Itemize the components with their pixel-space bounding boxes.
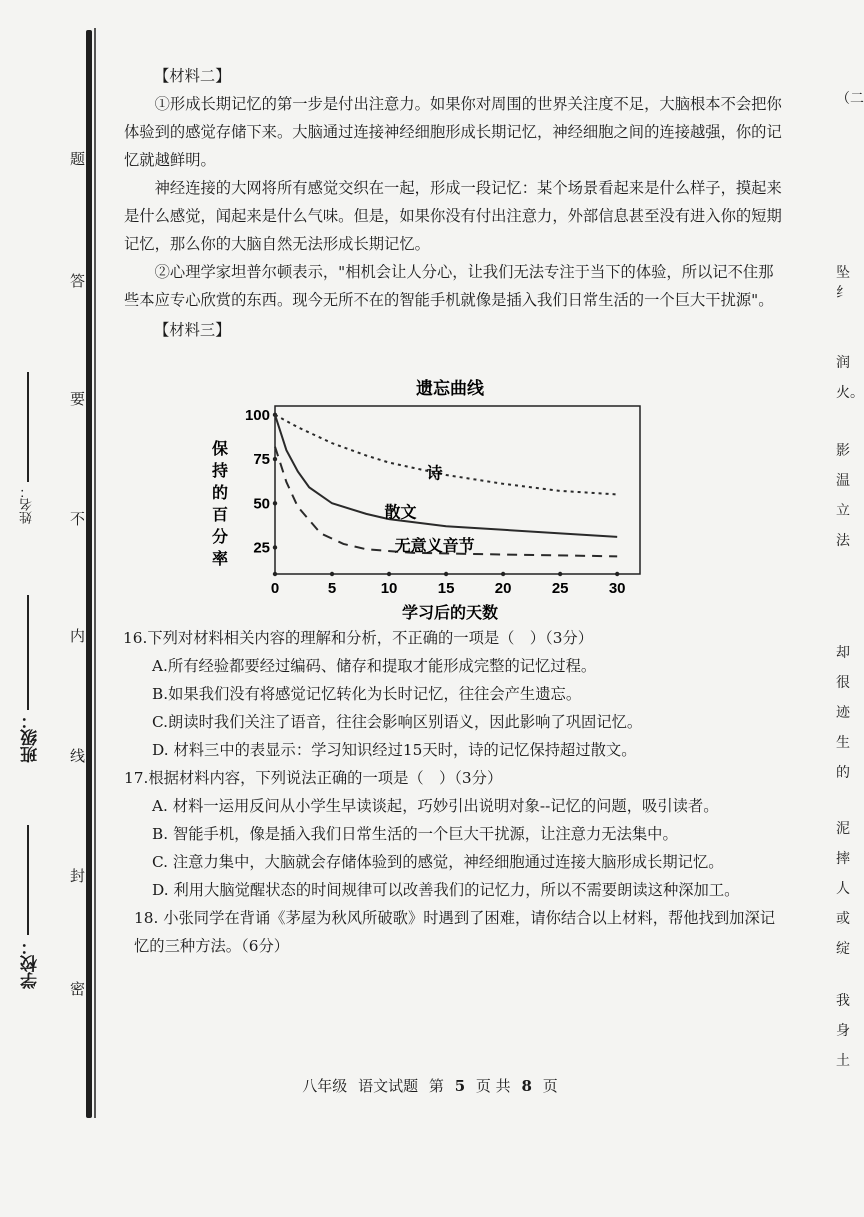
y-tick-label: 25 [253,539,270,557]
adjacent-page-fragment: 立 [836,503,850,519]
y-tick-label: 100 [244,406,270,424]
school-field-line [27,825,29,935]
x-tick-label: 25 [551,580,569,597]
x-tick-dot [444,572,448,576]
footer-grade: 八年级 [302,1077,348,1095]
seal-char: 题 [70,150,86,168]
class-field-line [27,595,29,710]
series-label: 散文 [384,504,417,522]
chart-title: 遗忘曲线 [416,379,484,398]
material2-paragraph: ②心理学家坦普尔顿表示，"相机会让人分心，让我们无法专注于当下的体验，所以记不住那些本应专心欣赏的东西。现今无所不在的智能手机就像是插入我们日常生活的一个巨大干扰源"。 [124,263,774,309]
question-17-stem: 17.根据材料内容，下列说法正确的一项是（ ）（3分） [124,769,503,787]
x-tick-label: 10 [380,580,398,597]
name-field-label: 姓名： [20,485,35,524]
y-tick-dot [273,501,277,505]
exam-content [124,62,784,344]
x-tick-label: 30 [608,580,626,597]
adjacent-page-fragment: 我 [836,993,850,1009]
class-field-label: 班级： [21,712,41,763]
adjacent-page-fragment: 迹 [836,705,850,721]
seal-char: 不 [70,510,86,528]
questions [124,624,784,960]
question-option: D. 材料三中的表显示：学习知识经过15天时，诗的记忆保持超过散文。 [152,741,637,759]
adjacent-page-fragment: 影 [836,443,850,459]
question-option: B. 智能手机，像是插入我们日常生活的一个巨大干扰源，让注意力无法集中。 [152,825,678,843]
y-tick-dot [273,457,277,461]
adjacent-page-fragment: 润 [836,355,850,371]
adjacent-page-fragment: 生 [836,735,850,751]
seal-char: 线 [70,747,86,765]
seal-char: 内 [70,627,86,645]
adjacent-page-fragment: （二 [836,91,864,107]
adjacent-page-fragment: 坠纟 [836,265,850,301]
page-footer [0,1075,860,1096]
seal-char: 要 [70,390,86,408]
seal-char: 封 [70,867,86,885]
series-line [275,415,617,495]
footer-page-mid: 页 共 [475,1077,511,1095]
seal-char: 答 [70,272,86,290]
footer-total: 8 [521,1077,532,1095]
x-tick-label: 15 [437,580,455,597]
question-option: A. 材料一运用反问从小学生早读谈起，巧妙引出说明对象--记忆的问题，吸引读者。 [152,797,719,815]
material2-paragraph: 神经连接的大网将所有感觉交织在一起，形成一段记忆：某个场景看起来是什么样子，摸起来是什么感觉，闻起来是什么气味。但是，如果你没有付出注意力，外部信息甚至没有进入你的短期记忆，那么你的大脑自然无法形成长期记忆。 [124,179,782,253]
x-tick-dot [501,572,505,576]
x-tick-dot [558,572,562,576]
binding-line [86,30,92,1118]
adjacent-page-fragment: 很 [836,675,850,691]
question-option: C.朗读时我们关注了语音，往往会影响区别语义，因此影响了巩固记忆。 [152,713,643,731]
x-tick-label: 0 [270,580,280,597]
x-tick-dot [387,572,391,576]
question-18-stem: 18. 小张同学在背诵《茅屋为秋风所破歌》时遇到了困难，请你结合以上材料，帮他找到加深记忆的三种方法。（6分） [134,909,776,955]
question-option: A.所有经验都要经过编码、储存和提取才能形成完整的记忆过程。 [152,657,597,675]
x-tick-dot [273,572,277,576]
forgetting-curve-chart [200,372,660,624]
material2-paragraph: ①形成长期记忆的第一步是付出注意力。如果你对周围的世界关注度不足，大脑根本不会把你体验到的感觉存储下来。大脑通过连接神经细胞形成长期记忆，神经细胞之间的连接越强，你的记忆就越鲜明。 [124,95,782,169]
adjacent-page-fragment: 法 [836,533,850,549]
footer-page: 5 [454,1077,466,1095]
adjacent-page-fragment: 人 [836,881,850,897]
x-tick-label: 5 [327,580,337,597]
x-tick-label: 20 [494,580,512,597]
footer-page-prefix: 第 [428,1077,444,1095]
adjacent-page-fragment: 却 [836,645,850,661]
adjacent-page-fragment: 的 [836,765,850,781]
adjacent-page-fragment: 温 [836,473,850,489]
series-label: 无意义音节 [394,538,475,556]
x-tick-dot [330,572,334,576]
name-field-line [27,372,29,482]
footer-subject: 语文试题 [358,1077,419,1095]
adjacent-page-fragment: 身 [836,1023,850,1039]
material3-heading: 【材料三】 [154,321,231,339]
footer-page-suffix: 页 [542,1077,558,1095]
y-tick-dot [273,545,277,549]
y-tick-label: 75 [253,451,270,469]
series-label: 诗 [426,465,443,483]
binding-line-inner [94,28,96,1118]
adjacent-page-fragment: 摔 [836,851,850,867]
question-option: B.如果我们没有将感觉记忆转化为长时记忆，往往会产生遗忘。 [152,685,582,703]
x-tick-dot [615,572,619,576]
adjacent-page-fragment: 绽 [836,941,850,957]
question-16-stem: 16.下列对材料相关内容的理解和分析，不正确的一项是（ ）（3分） [123,629,594,647]
y-axis-label: 保持的百分率 [211,441,229,568]
x-axis-label: 学习后的天数 [401,605,499,622]
chart-layer [245,407,626,597]
material2-heading: 【材料二】 [154,67,231,85]
adjacent-page-fragment: 或 [836,911,850,927]
adjacent-page-fragment: 火。 [836,385,864,401]
school-field-label: 学校： [21,938,41,989]
adjacent-page-fragment: 土 [836,1053,850,1069]
y-tick-label: 50 [253,495,270,513]
seal-char: 密 [70,980,86,998]
adjacent-page-fragment: 泥 [836,821,850,837]
question-option: C. 注意力集中，大脑就会存储体验到的感觉，神经细胞通过连接大脑形成长期记忆。 [152,853,724,871]
question-option: D. 利用大脑觉醒状态的时间规律可以改善我们的记忆力，所以不需要朗读这种深加工。 [152,881,740,899]
